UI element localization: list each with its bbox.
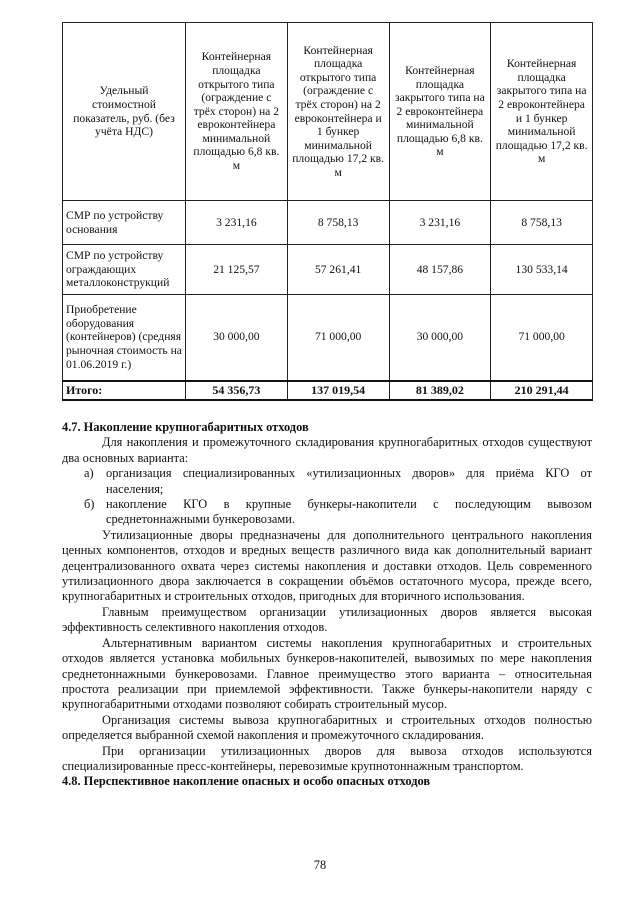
table-total-row bbox=[63, 381, 593, 401]
header-cell-closed-2-bunker: Контейнерная площадка закрытого типа на 2 евроконтейнера и 1 бункер минимальной площадью 17,2 кв. м bbox=[491, 23, 593, 201]
list-marker: б) bbox=[84, 497, 95, 512]
table-row bbox=[63, 295, 593, 381]
row-label: СМР по устройству основания bbox=[63, 201, 186, 245]
table-cell: 48 157,86 bbox=[389, 245, 491, 295]
table-cell: 21 125,57 bbox=[186, 245, 288, 295]
table-row bbox=[63, 245, 593, 295]
paragraph: Главным преимуществом организации утилизационных дворов является высокая эффективность селективного накопления отходов. bbox=[62, 604, 592, 635]
row-label: Приобретение оборудования (контейнеров) (средняя рыночная стоимость на 01.06.2019 г.) bbox=[63, 295, 186, 381]
row-label: СМР по устройству ограждающих металлоконструкций bbox=[63, 245, 186, 295]
list-item-text: организация специализированных «утилизационных дворов» для приёма КГО от населения; bbox=[106, 466, 592, 496]
table-cell: 30 000,00 bbox=[186, 295, 288, 381]
header-cell-open-2: Контейнерная площадка открытого типа (ограждение с трёх сторон) на 2 евроконтейнера минимальной площадью 6,8 кв. м bbox=[186, 23, 288, 201]
table-cell: 130 533,14 bbox=[491, 245, 593, 295]
list-item bbox=[62, 497, 592, 528]
table-cell: 8 758,13 bbox=[491, 201, 593, 245]
list-item bbox=[62, 466, 592, 497]
cost-table bbox=[62, 22, 593, 401]
table-cell: 57 261,41 bbox=[287, 245, 389, 295]
intro-paragraph: Для накопления и промежуточного складирования крупногабаритных отходов существуют два основных варианта: bbox=[62, 435, 592, 465]
table-cell: 3 231,16 bbox=[389, 201, 491, 245]
total-label: Итого: bbox=[63, 381, 186, 401]
paragraph: Организация системы вывоза крупногабаритных и строительных отходов полностью определяется выбранной схемой накопления и промежуточного складирования. bbox=[62, 712, 592, 743]
total-cell: 137 019,54 bbox=[287, 381, 389, 401]
total-cell: 210 291,44 bbox=[491, 381, 593, 401]
total-cell: 54 356,73 bbox=[186, 381, 288, 401]
table-row bbox=[63, 201, 593, 245]
table-cell: 30 000,00 bbox=[389, 295, 491, 381]
table-cell: 71 000,00 bbox=[491, 295, 593, 381]
table-header-row bbox=[63, 23, 593, 201]
header-cell-indicator: Удельный стоимостной показатель, руб. (без учёта НДС) bbox=[63, 23, 186, 201]
list-marker: а) bbox=[84, 466, 94, 481]
section-heading-4-7: 4.7. Накопление крупногабаритных отходов bbox=[62, 420, 309, 434]
section-heading-4-8: 4.8. Перспективное накопление опасных и особо опасных отходов bbox=[62, 774, 431, 789]
paragraph: При организации утилизационных дворов для вывоза отходов используются специализированные пресс-контейнеры, перевозимые крупнотоннажным транспортом. bbox=[62, 743, 592, 773]
table-cell: 8 758,13 bbox=[287, 201, 389, 245]
total-cell: 81 389,02 bbox=[389, 381, 491, 401]
table-cell: 3 231,16 bbox=[186, 201, 288, 245]
page-number: 78 bbox=[313, 858, 327, 872]
list-item-text: накопление КГО в крупные бункеры-накопители с последующим вывозом среднетоннажными бункеровозами. bbox=[106, 497, 592, 527]
header-cell-closed-2: Контейнерная площадка закрытого типа на 2 евроконтейнера минимальной площадью 6,8 кв. м bbox=[389, 23, 491, 201]
body-text bbox=[62, 420, 592, 790]
paragraph: Альтернативным вариантом системы накопления крупногабаритных и строительных отходов является установка мобильных бункеров-накопителей, вывозимых по мере накопления среднетоннажными бункеровозами. Главное преимущество этого варианта – относительная простота реализации при приемлемой эффективности. Также бункеры-накопители наряду с крупногабаритными отходами позволяют собирать строительный мусор. bbox=[62, 635, 592, 712]
options-list bbox=[62, 466, 592, 528]
paragraph: Утилизационные дворы предназначены для дополнительного центрального накопления ценных компонентов, отходов и вредных веществ различного вида как дополнительный вариант децентрализованного охвата через системы накопления и доставки отходов. Цель современного утилизационного двора заключается в сокращении объёмов остаточного мусора, прежде всего, крупногабаритных и строительных отходов, пригодных для вторичного использования. bbox=[62, 527, 592, 604]
table-cell: 71 000,00 bbox=[287, 295, 389, 381]
header-cell-open-2-bunker: Контейнерная площадка открытого типа (ограждение с трёх сторон) на 2 евроконтейнера и 1 бункер минимальной площадью 17,2 кв. м bbox=[287, 23, 389, 201]
